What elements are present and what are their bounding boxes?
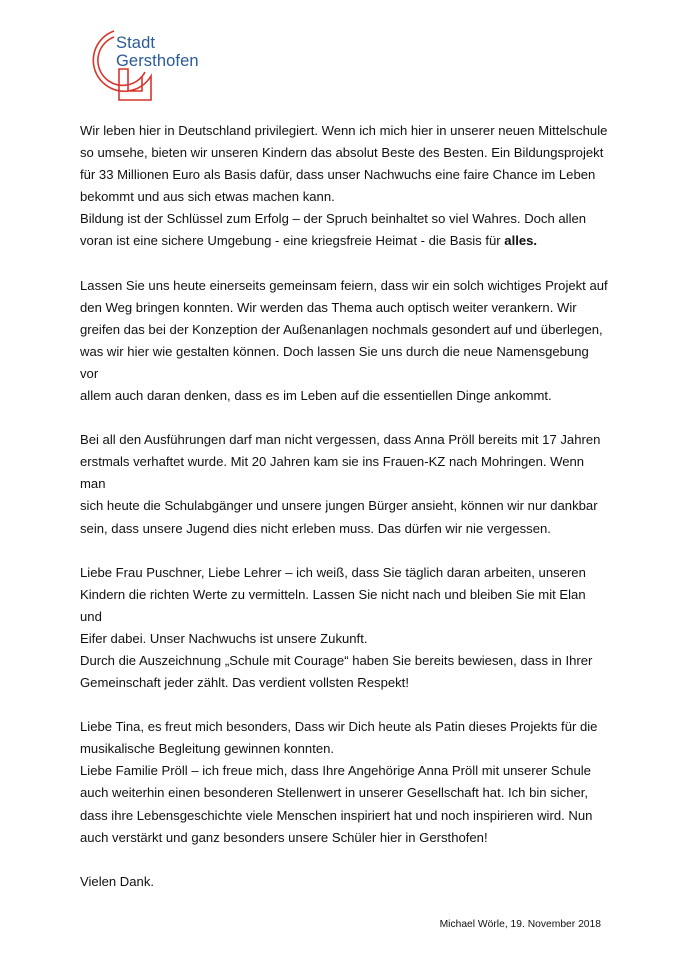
text-line: erstmals verhaftet wurde. Mit 20 Jahren kam sie ins Frauen-KZ nach Mohringen. Wenn man <box>80 454 585 492</box>
closing-line <box>80 871 610 893</box>
text-line: Gemeinschaft jeder zählt. Das verdient vollsten Respekt! <box>80 675 409 691</box>
text-line: dass ihre Lebensgeschichte viele Menschen inspiriert hat und noch inspirieren wird. Nun <box>80 807 593 823</box>
text-line: bekommt und aus sich etwas machen kann. <box>80 189 335 205</box>
city-logo <box>80 28 210 102</box>
logo-line-gersthofen: Gersthofen <box>116 52 199 70</box>
logo-line-stadt: Stadt <box>116 34 156 52</box>
text-line: Durch die Auszeichnung „Schule mit Courage“ haben Sie bereits bewiesen, dass in Ihrer <box>80 652 593 668</box>
text-line: Liebe Familie Pröll – ich freue mich, dass Ihre Angehörige Anna Pröll mit unserer Schule <box>80 763 591 779</box>
city-logo-text <box>116 34 199 70</box>
text-line: Bei all den Ausführungen darf man nicht vergessen, dass Anna Pröll bereits mit 17 Jahren <box>80 432 601 448</box>
text-line: für 33 Millionen Euro als Basis dafür, dass unser Nachwuchs eine faire Chance im Leben <box>80 167 596 183</box>
signature: Michael Wörle, 19. November 2018 <box>439 919 601 930</box>
text-line: auch verstärkt und ganz besonders unsere Schüler hier in Gersthofen! <box>80 829 488 845</box>
text-line: greifen das bei der Konzeption der Außenanlagen nochmals gesondert auf und überlegen, <box>80 321 603 337</box>
text-line: so umsehe, bieten wir unseren Kindern das absolut Beste des Besten. Ein Bildungsprojekt <box>80 145 604 161</box>
text-line: sich heute die Schulabgänger und unsere jungen Bürger ansieht, können wir nur dankbar <box>80 498 598 514</box>
text-line: Lassen Sie uns heute einerseits gemeinsam feiern, dass wir ein solch wichtiges Projekt auf <box>80 277 608 293</box>
text-line: voran ist eine sichere Umgebung - eine kriegsfreie Heimat - die Basis für <box>80 233 505 249</box>
text-line: Vielen Dank. <box>80 873 155 889</box>
text-line: Wir leben hier in Deutschland privilegiert. Wenn ich mich hier in unserer neuen Mittelschule <box>80 123 608 138</box>
text-line: Kindern die richten Werte zu vermitteln. Lassen Sie nicht nach und bleiben Sie mit Elan und <box>80 586 586 624</box>
paragraph-1 <box>80 120 610 253</box>
text-line: Bildung ist der Schlüssel zum Erfolg – der Spruch beinhaltet so viel Wahres. Doch allen <box>80 211 587 227</box>
emphasis-alles: alles. <box>504 233 538 249</box>
text-line: auch weiterhin einen besonderen Stellenwert in unserer Gesellschaft hat. Ich bin sicher, <box>80 785 589 801</box>
paragraph-4 <box>80 562 610 695</box>
paragraph-2 <box>80 275 610 408</box>
letter-body <box>80 120 610 893</box>
text-line: sein, dass unsere Jugend dies nicht erleben muss. Das dürfen wir nie vergessen. <box>80 520 551 536</box>
text-line: musikalische Begleitung gewinnen konnten. <box>80 741 335 757</box>
text-line: Liebe Tina, es freut mich besonders, Dass wir Dich heute als Patin dieses Projekts für die <box>80 719 598 735</box>
text-line: den Weg bringen konnten. Wir werden das Thema auch optisch weiter verankern. Wir <box>80 299 577 315</box>
text-line: Eifer dabei. Unser Nachwuchs ist unsere Zukunft. <box>80 630 368 646</box>
paragraph-3 <box>80 429 610 539</box>
text-line: Liebe Frau Puschner, Liebe Lehrer – ich weiß, dass Sie täglich daran arbeiten, unseren <box>80 564 586 580</box>
text-line: allem auch daran denken, dass es im Leben auf die essentiellen Dinge ankommt. <box>80 388 552 404</box>
paragraph-5 <box>80 716 610 849</box>
text-line: was wir hier wie gestalten können. Doch lassen Sie uns durch die neue Namensgebung vor <box>80 343 589 381</box>
